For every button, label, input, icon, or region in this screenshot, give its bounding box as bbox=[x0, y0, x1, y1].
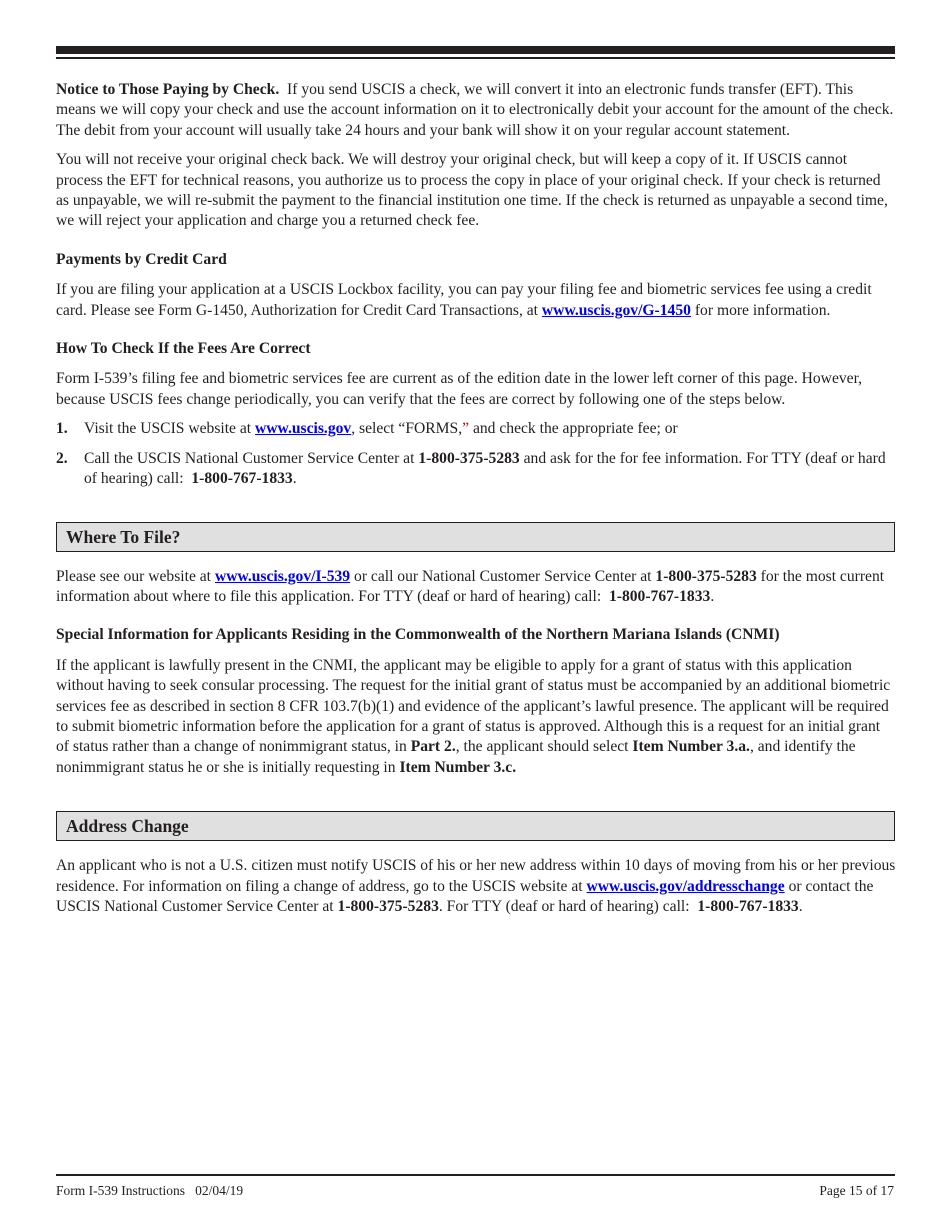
g1450-link[interactable]: www.uscis.gov/G-1450 bbox=[541, 301, 691, 319]
cnmi-paragraph: If the applicant is lawfully present in the CNMI, the applicant may be eligible to apply for a grant of status with this application without having to seek consular processing. The request for the initial grant of status must be accompanied by an additional biometric services fee as described in section 8 CFR 103.7(b)(1) and evidence of the applicant’s lawful presence. The applicant will be required to submit biometric information before the application for a grant of status is approved. Although this is a request for an initial grant of status rather than a change of nonimmigrant status, in Part 2., the applicant should select Item Number 3.a., and identify the nonimmigrant status he or she is initially requesting in Item Number 3.c. bbox=[56, 656, 891, 776]
where-to-file-header: Where To File? bbox=[56, 522, 895, 552]
cnmi-heading: Special Information for Applicants Residing in the Commonwealth of the Northern Mariana Islands (CNMI) bbox=[56, 626, 780, 644]
credit-card-paragraph: If you are filing your application at a USCIS Lockbox facility, you can pay your filing fee and biometric services fee using a credit card. Please see Form G-1450, Authorization for Credit Card Transactions, at www.uscis.gov/G-1450 for more information. bbox=[56, 281, 872, 319]
where-to-file-paragraph: Please see our website at www.uscis.gov/I-539 or call our National Customer Service Center at 1-800-375-5283 for the most current information about where to file this application. For TTY (deaf or hard of hearing) call: 1-800-767-1833. bbox=[56, 567, 885, 605]
notice-text: If you send USCIS a check, we will convert it into an electronic funds transfer (EFT). This means we will copy your check and use the account information on it to electronically debit your account for the amount of the check. The debit from your account will usually take 24 hours and your bank will show it on your regular account statement. bbox=[56, 81, 894, 139]
top-rule bbox=[56, 46, 895, 54]
phone-number: 1-800-375-5283 bbox=[655, 567, 757, 585]
list-item: 2. Call the USCIS National Customer Service Center at 1-800-375-5283 and ask for the for fee information. For TTY (deaf or hard of hearing) call: 1-800-767-1833. bbox=[56, 449, 896, 490]
footer-rule bbox=[56, 1174, 895, 1176]
notice-heading: Notice to Those Paying by Check. bbox=[56, 81, 280, 98]
page-content bbox=[56, 80, 896, 917]
addresschange-link[interactable]: www.uscis.gov/addresschange bbox=[586, 877, 785, 895]
address-change-paragraph: An applicant who is not a U.S. citizen must notify USCIS of his or her new address within 10 days of moving from his or her previous residence. For information on filing a change of address, go to the USCIS website at www.uscis.gov/addresschange or contact the USCIS National Customer Service Center at 1-800-375-5283. For TTY (deaf or hard of hearing) call: 1-800-767-1833. bbox=[56, 857, 896, 915]
phone-number: 1-800-375-5283 bbox=[337, 897, 439, 915]
item-number: 2. bbox=[56, 449, 68, 467]
tty-number: 1-800-767-1833 bbox=[608, 587, 711, 605]
phone-number: 1-800-375-5283 bbox=[418, 449, 520, 467]
i539-link[interactable]: www.uscis.gov/I-539 bbox=[214, 567, 351, 585]
notice-paragraph bbox=[56, 80, 896, 141]
list-item: 1. Visit the USCIS website at www.uscis.gov, select “FORMS,” and check the appropriate fee; or bbox=[56, 419, 896, 439]
footer-form-edition: Form I-539 Instructions 02/04/19 bbox=[56, 1183, 244, 1198]
address-change-header: Address Change bbox=[56, 811, 895, 841]
tty-number: 1-800-767-1833 bbox=[191, 470, 293, 488]
fees-intro: Form I-539’s filing fee and biometric services fee are current as of the edition date in the lower left corner of this page. However, because USCIS fees change periodically, you can verify that the fees are correct by following one of the steps below. bbox=[56, 370, 863, 408]
tty-number: 1-800-767-1833 bbox=[697, 897, 799, 915]
item-number: 1. bbox=[56, 420, 68, 438]
uscis-link[interactable]: www.uscis.gov bbox=[255, 420, 352, 438]
top-rule-thin bbox=[56, 57, 895, 59]
credit-card-heading: Payments by Credit Card bbox=[56, 250, 227, 268]
check-return-paragraph: You will not receive your original check back. We will destroy your original check, but will keep a copy of it. If USCIS cannot process the EFT for technical reasons, you authorize us to process the copy in place of your original check. If your check is returned as unpayable, we will re-submit the payment to the financial institution one time. If the check is returned as unpayable a second time, we will reject your application and charge you a returned check fee. bbox=[56, 151, 888, 230]
fees-heading: How To Check If the Fees Are Correct bbox=[56, 340, 311, 358]
footer-page-number: Page 15 of 17 bbox=[819, 1183, 894, 1198]
